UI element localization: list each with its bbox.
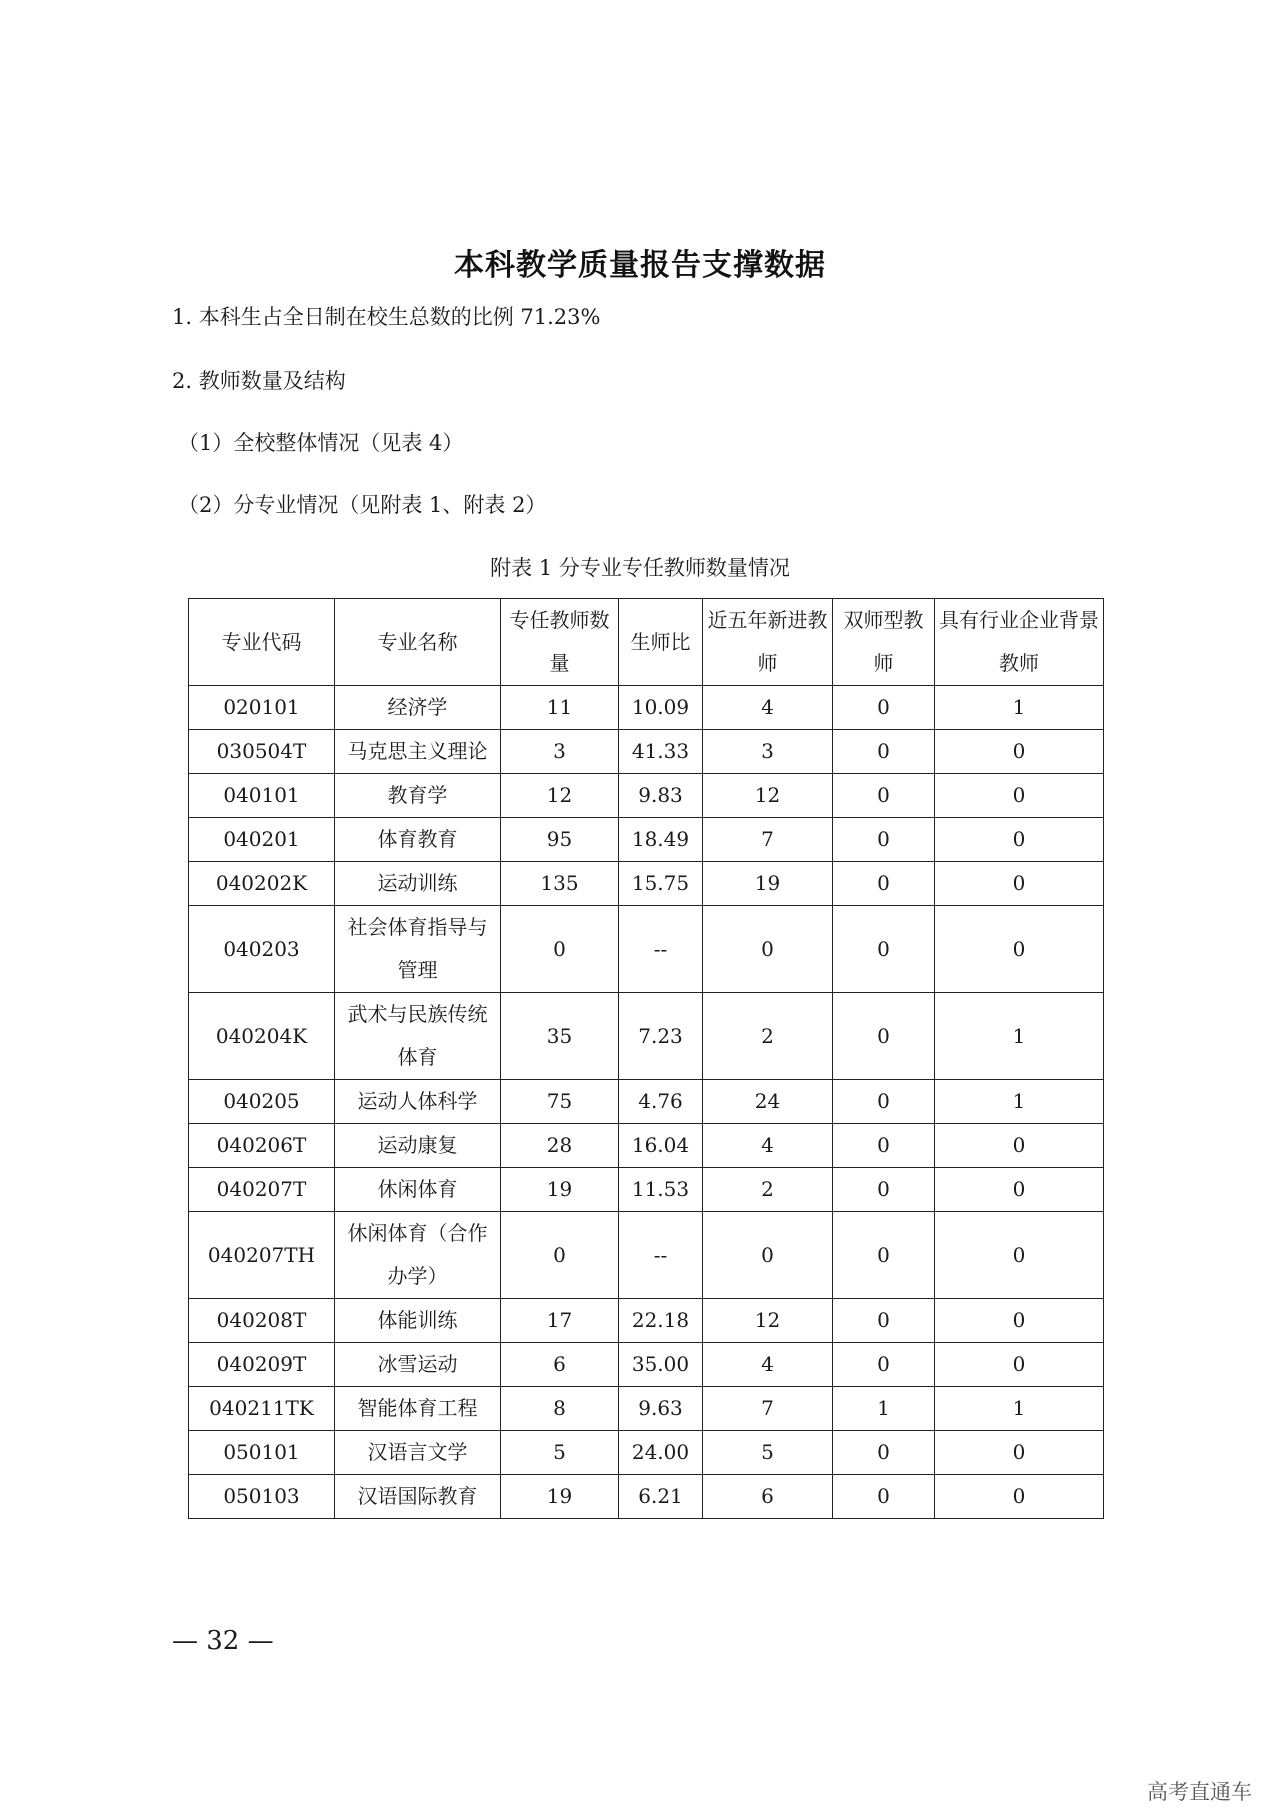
cell-fulltime-teachers: 135	[501, 862, 619, 906]
cell-fulltime-teachers: 0	[501, 906, 619, 993]
cell-new-teachers: 2	[703, 1168, 833, 1212]
header-industry-background: 具有行业企业背景教师	[935, 599, 1104, 686]
cell-fulltime-teachers: 5	[501, 1431, 619, 1475]
cell-major-name: 体育教育	[335, 818, 501, 862]
cell-major-name: 休闲体育（合作办学）	[335, 1212, 501, 1299]
cell-ratio: 16.04	[619, 1124, 703, 1168]
cell-fulltime-teachers: 17	[501, 1299, 619, 1343]
cell-new-teachers: 3	[703, 730, 833, 774]
page-number: — 32 —	[172, 1626, 274, 1656]
cell-ratio: --	[619, 1212, 703, 1299]
cell-new-teachers: 4	[703, 1124, 833, 1168]
cell-industry-background: 0	[935, 1475, 1104, 1519]
cell-dual-qualified: 0	[833, 1431, 935, 1475]
table-row	[189, 1475, 1104, 1519]
cell-major-name: 社会体育指导与管理	[335, 906, 501, 993]
cell-major-name: 武术与民族传统体育	[335, 993, 501, 1080]
cell-fulltime-teachers: 8	[501, 1387, 619, 1431]
paragraph-by-major: （2）分专业情况（见附表 1、附表 2）	[178, 493, 547, 517]
header-fulltime-teachers: 专任教师数量	[501, 599, 619, 686]
cell-new-teachers: 12	[703, 774, 833, 818]
cell-industry-background: 0	[935, 1124, 1104, 1168]
cell-industry-background: 0	[935, 774, 1104, 818]
cell-industry-background: 0	[935, 1431, 1104, 1475]
header-major-name: 专业名称	[335, 599, 501, 686]
cell-industry-background: 1	[935, 993, 1104, 1080]
paragraph-undergrad-ratio: 1. 本科生占全日制在校生总数的比例 71.23%	[172, 305, 601, 329]
cell-major-name: 马克思主义理论	[335, 730, 501, 774]
table-row	[189, 906, 1104, 993]
cell-major-name: 运动人体科学	[335, 1080, 501, 1124]
cell-major-code: 050101	[189, 1431, 335, 1475]
cell-ratio: --	[619, 906, 703, 993]
cell-ratio: 15.75	[619, 862, 703, 906]
table-row	[189, 730, 1104, 774]
cell-major-code: 040101	[189, 774, 335, 818]
cell-major-name: 运动训练	[335, 862, 501, 906]
cell-fulltime-teachers: 12	[501, 774, 619, 818]
cell-fulltime-teachers: 19	[501, 1475, 619, 1519]
cell-dual-qualified: 0	[833, 1124, 935, 1168]
cell-dual-qualified: 0	[833, 993, 935, 1080]
cell-ratio: 24.00	[619, 1431, 703, 1475]
cell-industry-background: 0	[935, 906, 1104, 993]
cell-dual-qualified: 0	[833, 862, 935, 906]
cell-dual-qualified: 0	[833, 818, 935, 862]
table-row	[189, 862, 1104, 906]
table-row	[189, 1431, 1104, 1475]
cell-major-code: 040208T	[189, 1299, 335, 1343]
cell-new-teachers: 6	[703, 1475, 833, 1519]
cell-major-code: 050103	[189, 1475, 335, 1519]
cell-dual-qualified: 0	[833, 1168, 935, 1212]
cell-fulltime-teachers: 0	[501, 1212, 619, 1299]
cell-new-teachers: 2	[703, 993, 833, 1080]
cell-dual-qualified: 1	[833, 1387, 935, 1431]
cell-major-name: 冰雪运动	[335, 1343, 501, 1387]
table-row	[189, 686, 1104, 730]
paragraph-school-overall: （1）全校整体情况（见表 4）	[178, 431, 464, 455]
table-row	[189, 993, 1104, 1080]
cell-new-teachers: 7	[703, 1387, 833, 1431]
cell-dual-qualified: 0	[833, 1475, 935, 1519]
cell-dual-qualified: 0	[833, 730, 935, 774]
cell-fulltime-teachers: 6	[501, 1343, 619, 1387]
cell-industry-background: 1	[935, 686, 1104, 730]
cell-major-name: 体能训练	[335, 1299, 501, 1343]
cell-major-code: 030504T	[189, 730, 335, 774]
cell-major-code: 020101	[189, 686, 335, 730]
cell-ratio: 9.63	[619, 1387, 703, 1431]
cell-major-code: 040206T	[189, 1124, 335, 1168]
cell-new-teachers: 7	[703, 818, 833, 862]
teacher-table	[188, 598, 1104, 1519]
table-row	[189, 1168, 1104, 1212]
cell-major-name: 经济学	[335, 686, 501, 730]
table-row	[189, 1387, 1104, 1431]
cell-ratio: 6.21	[619, 1475, 703, 1519]
paragraph-teacher-structure: 2. 教师数量及结构	[172, 369, 346, 393]
page-title: 本科教学质量报告支撑数据	[454, 248, 826, 283]
cell-major-name: 汉语国际教育	[335, 1475, 501, 1519]
cell-industry-background: 0	[935, 1343, 1104, 1387]
cell-major-code: 040207T	[189, 1168, 335, 1212]
table-row	[189, 774, 1104, 818]
cell-ratio: 11.53	[619, 1168, 703, 1212]
cell-industry-background: 0	[935, 730, 1104, 774]
cell-new-teachers: 4	[703, 1343, 833, 1387]
header-student-teacher-ratio: 生师比	[619, 599, 703, 686]
cell-dual-qualified: 0	[833, 686, 935, 730]
cell-industry-background: 1	[935, 1387, 1104, 1431]
cell-dual-qualified: 0	[833, 1299, 935, 1343]
cell-industry-background: 0	[935, 1168, 1104, 1212]
cell-major-code: 040203	[189, 906, 335, 993]
watermark-text: 高考直通车	[1147, 1780, 1252, 1804]
cell-dual-qualified: 0	[833, 906, 935, 993]
cell-industry-background: 0	[935, 1212, 1104, 1299]
cell-major-code: 040201	[189, 818, 335, 862]
cell-ratio: 22.18	[619, 1299, 703, 1343]
cell-industry-background: 0	[935, 1299, 1104, 1343]
cell-major-code: 040204K	[189, 993, 335, 1080]
header-dual-qualified: 双师型教师	[833, 599, 935, 686]
cell-new-teachers: 0	[703, 1212, 833, 1299]
cell-fulltime-teachers: 35	[501, 993, 619, 1080]
cell-major-code: 040211TK	[189, 1387, 335, 1431]
cell-dual-qualified: 0	[833, 1343, 935, 1387]
cell-ratio: 35.00	[619, 1343, 703, 1387]
cell-fulltime-teachers: 95	[501, 818, 619, 862]
cell-major-code: 040207TH	[189, 1212, 335, 1299]
table-row	[189, 1124, 1104, 1168]
header-major-code: 专业代码	[189, 599, 335, 686]
cell-major-name: 汉语言文学	[335, 1431, 501, 1475]
cell-fulltime-teachers: 28	[501, 1124, 619, 1168]
table-caption: 附表 1 分专业专任教师数量情况	[490, 556, 790, 580]
cell-ratio: 9.83	[619, 774, 703, 818]
cell-fulltime-teachers: 11	[501, 686, 619, 730]
cell-industry-background: 0	[935, 862, 1104, 906]
cell-ratio: 7.23	[619, 993, 703, 1080]
cell-major-code: 040205	[189, 1080, 335, 1124]
cell-new-teachers: 12	[703, 1299, 833, 1343]
cell-new-teachers: 19	[703, 862, 833, 906]
table-body	[189, 686, 1104, 1519]
cell-fulltime-teachers: 3	[501, 730, 619, 774]
cell-dual-qualified: 0	[833, 1080, 935, 1124]
cell-major-name: 教育学	[335, 774, 501, 818]
cell-fulltime-teachers: 75	[501, 1080, 619, 1124]
cell-major-name: 智能体育工程	[335, 1387, 501, 1431]
table-row	[189, 1212, 1104, 1299]
cell-major-name: 运动康复	[335, 1124, 501, 1168]
table-row	[189, 818, 1104, 862]
cell-new-teachers: 24	[703, 1080, 833, 1124]
cell-industry-background: 0	[935, 818, 1104, 862]
cell-dual-qualified: 0	[833, 1212, 935, 1299]
cell-ratio: 10.09	[619, 686, 703, 730]
cell-fulltime-teachers: 19	[501, 1168, 619, 1212]
cell-industry-background: 1	[935, 1080, 1104, 1124]
table-header-row	[189, 599, 1104, 686]
cell-major-name: 休闲体育	[335, 1168, 501, 1212]
cell-new-teachers: 4	[703, 686, 833, 730]
table-row	[189, 1299, 1104, 1343]
cell-ratio: 4.76	[619, 1080, 703, 1124]
cell-major-code: 040202K	[189, 862, 335, 906]
cell-new-teachers: 5	[703, 1431, 833, 1475]
cell-new-teachers: 0	[703, 906, 833, 993]
header-new-teachers: 近五年新进教师	[703, 599, 833, 686]
table-row	[189, 1080, 1104, 1124]
cell-ratio: 41.33	[619, 730, 703, 774]
cell-ratio: 18.49	[619, 818, 703, 862]
cell-major-code: 040209T	[189, 1343, 335, 1387]
cell-dual-qualified: 0	[833, 774, 935, 818]
table-row	[189, 1343, 1104, 1387]
